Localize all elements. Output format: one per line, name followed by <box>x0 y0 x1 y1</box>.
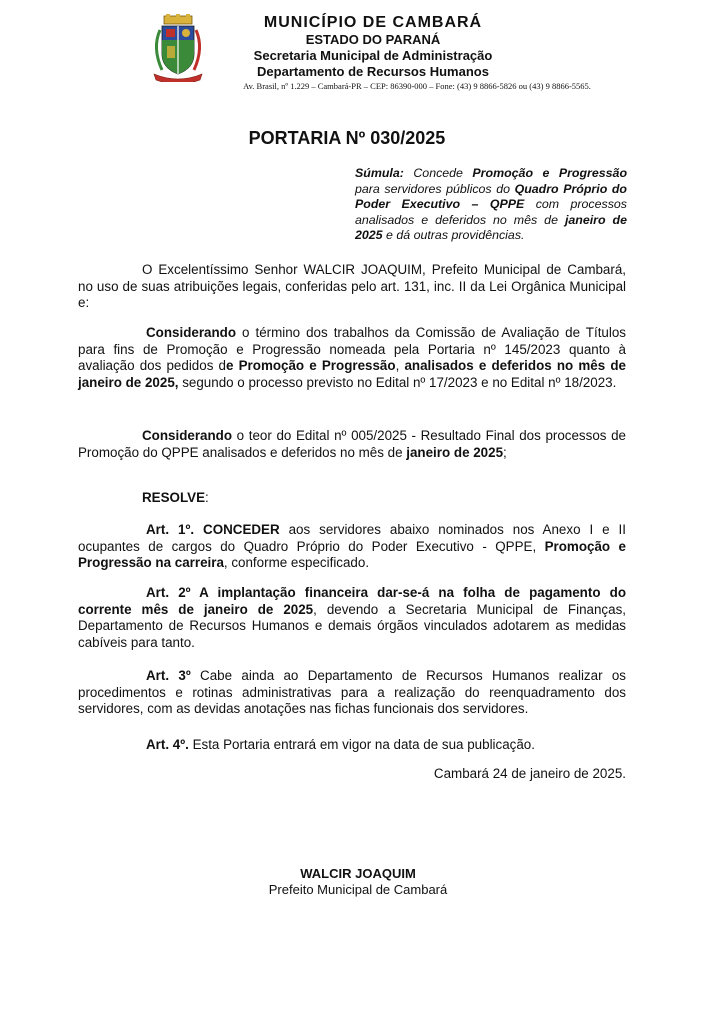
resolve-label: RESOLVE <box>142 490 205 505</box>
summary-text: Concede <box>403 166 473 180</box>
ordinance-title-text: PORTARIA Nº 030/2025 <box>248 128 446 148</box>
considering-paragraph-1 <box>78 325 626 391</box>
considering-label: Considerando <box>142 428 233 443</box>
document-date: Cambará 24 de janeiro de 2025. <box>433 766 626 781</box>
signature-block <box>0 866 724 898</box>
article-4 <box>78 737 626 754</box>
municipality-name: MUNICÍPIO DE CAMBARÁ <box>263 14 483 31</box>
considering-label: Considerando <box>146 325 237 340</box>
article-label: Art. 1º. CONCEDER <box>146 522 280 537</box>
article-2 <box>78 585 626 651</box>
article-text: , conforme especificado. <box>223 555 370 570</box>
paragraph-text: o teor do Edital nº 005/2025 - Resultado Final dos processos de Promoção do QPPE analisados e deferidos no mês de <box>78 428 626 460</box>
summary-text: e dá outras providências. <box>382 228 525 242</box>
paragraph-bold: e Promoção e Progressão <box>226 358 396 373</box>
resolve-heading <box>78 490 626 507</box>
paragraph-text: , <box>395 358 405 373</box>
summary-label: Súmula: <box>355 166 404 180</box>
article-bold: Promoção e Progressão na carreira <box>78 538 626 570</box>
summary-bold: janeiro de 2025 <box>355 212 627 242</box>
paragraph-bold: janeiro de 2025 <box>406 444 504 460</box>
paragraph-text: o término dos trabalhos da Comissão de Avaliação de Títulos para fins de Promoção e Progressão nomeada pela Portaria nº 145/2023 quanto à avaliação dos pedidos d <box>78 325 626 373</box>
article-1 <box>78 522 626 572</box>
signatory-name: WALCIR JOAQUIM <box>300 866 416 881</box>
article-text: aos servidores abaixo nominados nos Anexo I e II ocupantes de cargos do Quadro Próprio do Poder Executivo - QPPE, <box>78 522 626 554</box>
resolve-colon: : <box>205 490 209 505</box>
paragraph-bold: analisados e deferidos no mês de janeiro de 2025, <box>78 358 626 390</box>
summary-bold: Promoção e Progressão <box>472 166 628 180</box>
article-text: Esta Portaria entrará em vigor na data de sua publicação. <box>188 737 535 752</box>
summary-bold: Quadro Próprio do Poder Executivo – QPPE <box>355 181 627 211</box>
letterhead <box>0 14 724 92</box>
article-3 <box>78 668 626 718</box>
considering-paragraph-2 <box>78 428 626 461</box>
state-name: ESTADO DO PARANÁ <box>305 32 441 47</box>
ordinance-title <box>0 128 724 149</box>
preamble-text: O Excelentíssimo Senhor WALCIR JOAQUIM, Prefeito Municipal de Cambará, no uso de suas atribuições legais, conferidas pelo art. 131, inc. II da Lei Orgânica Municipal e: <box>78 262 626 310</box>
article-text: Cabe ainda ao Departamento de Recursos Humanos realizar os procedimentos e rotinas administrativas para a realização do reenquadramento dos servidores, com as devidas anotações nas fichas funcionais dos servidores. <box>78 668 626 716</box>
paragraph-text: ; <box>503 444 507 460</box>
summary-block <box>355 166 627 244</box>
signatory-role: Prefeito Municipal de Cambará <box>268 882 448 897</box>
department-name: Departamento de Recursos Humanos <box>257 64 489 79</box>
article-text: , devendo a Secretaria Municipal de Finanças, Departamento de Recursos Humanos e demais órgãos vinculados adotarem as medidas cabíveis para tanto. <box>78 601 626 650</box>
paragraph-text: segundo o processo previsto no Edital nº 17/2023 e no Edital nº 18/2023. <box>178 374 617 390</box>
article-label: Art. 2º A implantação financeira dar-se-á na folha de pagamento do corrente mês de janeiro de 2025 <box>78 585 626 617</box>
summary-text: com processos analisados e deferidos no mês de <box>355 197 627 227</box>
preamble-paragraph <box>78 262 626 312</box>
article-label: Art. 3º <box>146 668 191 683</box>
summary-text: para servidores públicos do <box>355 181 515 196</box>
secretariat-name: Secretaria Municipal de Administração <box>253 48 493 63</box>
address-line: Av. Brasil, nº 1.229 – Cambará-PR – CEP: 86390-000 – Fone: (43) 9 8866-5826 ou (43) 9 8866-5565. <box>243 81 591 91</box>
article-label: Art. 4º. <box>146 737 189 752</box>
